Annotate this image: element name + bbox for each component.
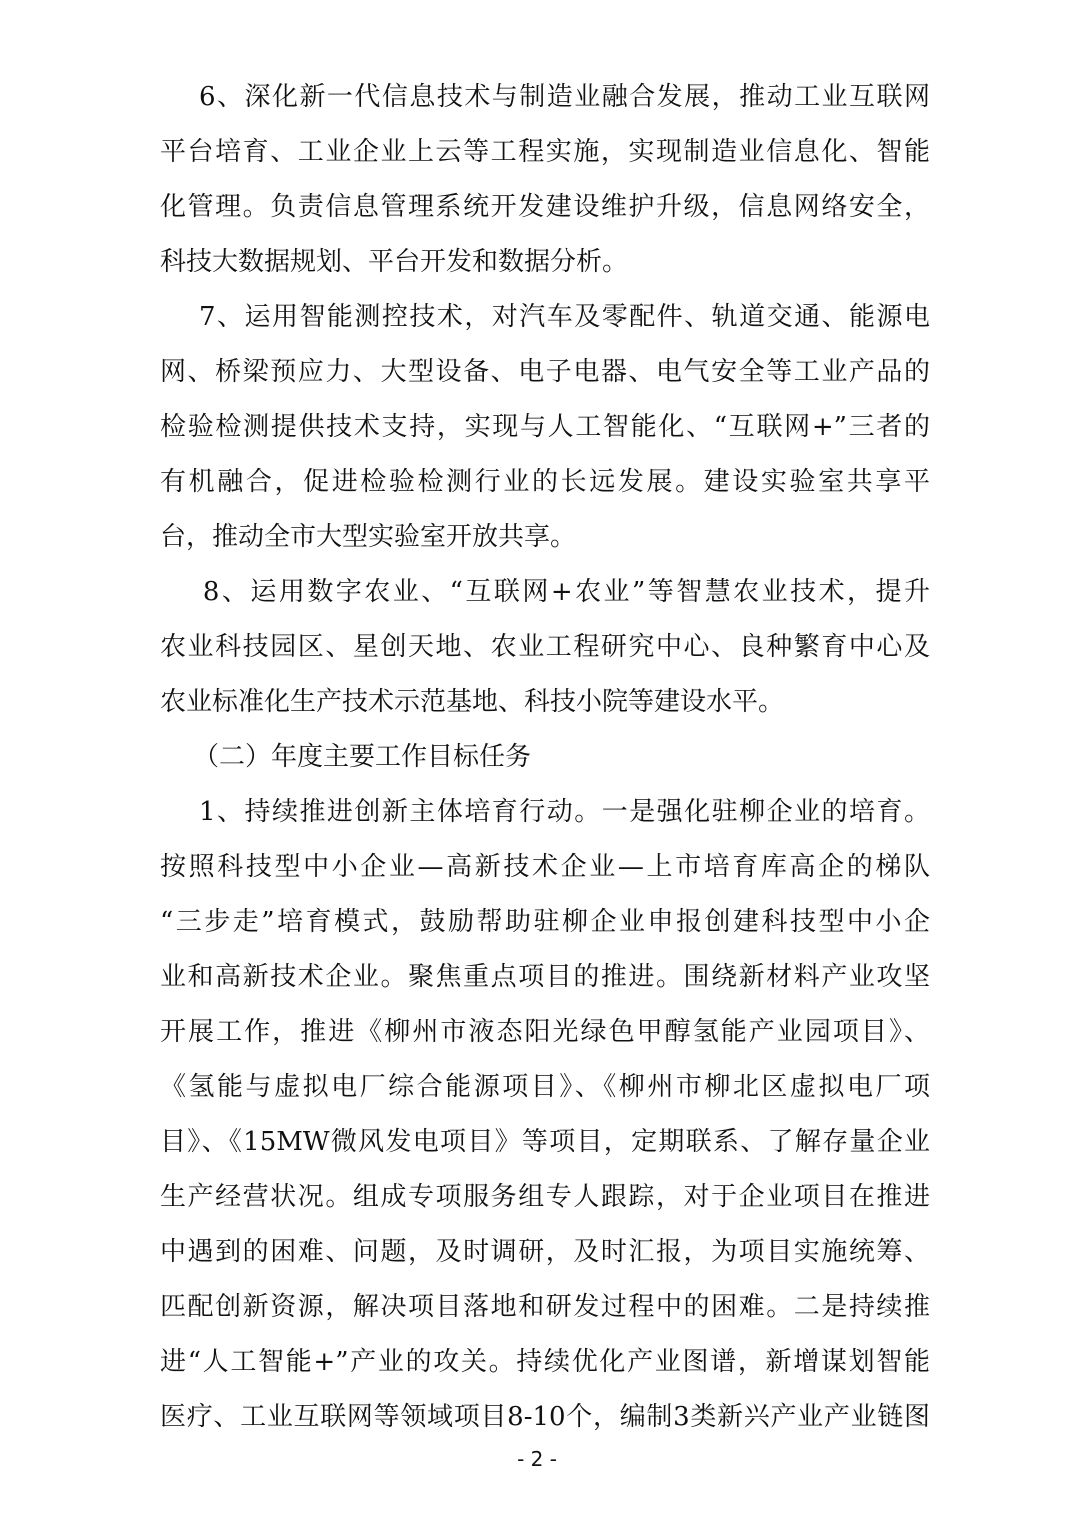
text-line: 1、持续推进创新主体培育行动。一是强化驻柳企业的培育。	[160, 797, 930, 827]
text-line: 平台培育、工业企业上云等工程实施，实现制造业信息化、智能	[160, 137, 930, 167]
page-number: - 2 -	[517, 1447, 557, 1471]
text-line: 业和高新技术企业。聚焦重点项目的推进。围绕新材料产业攻坚	[160, 962, 930, 992]
text-line: 中遇到的困难、问题，及时调研，及时汇报，为项目实施统筹、	[160, 1237, 930, 1267]
text-line: 台，推动全市大型实验室开放共享。	[160, 522, 577, 552]
text-line: 匹配创新资源，解决项目落地和研发过程中的困难。二是持续推	[160, 1292, 930, 1322]
text-line: 8、运用数字农业、“互联网+农业”等智慧农业技术，提升	[160, 577, 930, 607]
text-line: 农业标准化生产技术示范基地、科技小院等建设水平。	[160, 687, 785, 717]
text-line: 科技大数据规划、平台开发和数据分析。	[160, 247, 629, 277]
text-line: “三步走”培育模式，鼓励帮助驻柳企业申报创建科技型中小企	[160, 907, 930, 937]
text-line: 化管理。负责信息管理系统开发建设维护升级，信息网络安全，	[160, 192, 930, 222]
text-line: 农业科技园区、星创天地、农业工程研究中心、良种繁育中心及	[160, 632, 930, 662]
text-line: 7、运用智能测控技术，对汽车及零配件、轨道交通、能源电	[160, 302, 930, 332]
text-line: 按照科技型中小企业—高新技术企业—上市培育库高企的梯队	[160, 852, 930, 882]
text-line: 《氢能与虚拟电厂综合能源项目》、《柳州市柳北区虚拟电厂项	[160, 1072, 930, 1102]
text-line: 目》、《15MW微风发电项目》等项目，定期联系、了解存量企业	[160, 1127, 930, 1157]
document-body	[160, 70, 930, 1445]
text-line: 有机融合，促进检验检测行业的长远发展。建设实验室共享平	[160, 467, 930, 497]
text-line: 生产经营状况。组成专项服务组专人跟踪，对于企业项目在推进	[160, 1182, 930, 1212]
section-heading: （二）年度主要工作目标任务	[160, 742, 532, 772]
text-line: 检验检测提供技术支持，实现与人工智能化、“互联网+”三者的	[160, 412, 930, 442]
text-line: 网、桥梁预应力、大型设备、电子电器、电气安全等工业产品的	[160, 357, 930, 387]
text-line: 医疗、工业互联网等领域项目8-10个，编制3类新兴产业产业链图	[160, 1402, 930, 1432]
text-line: 进“人工智能+”产业的攻关。持续优化产业图谱，新增谋划智能	[160, 1347, 930, 1377]
text-line: 开展工作，推进《柳州市液态阳光绿色甲醇氢能产业园项目》、	[160, 1017, 930, 1047]
text-line: 6、深化新一代信息技术与制造业融合发展，推动工业互联网	[160, 82, 930, 112]
